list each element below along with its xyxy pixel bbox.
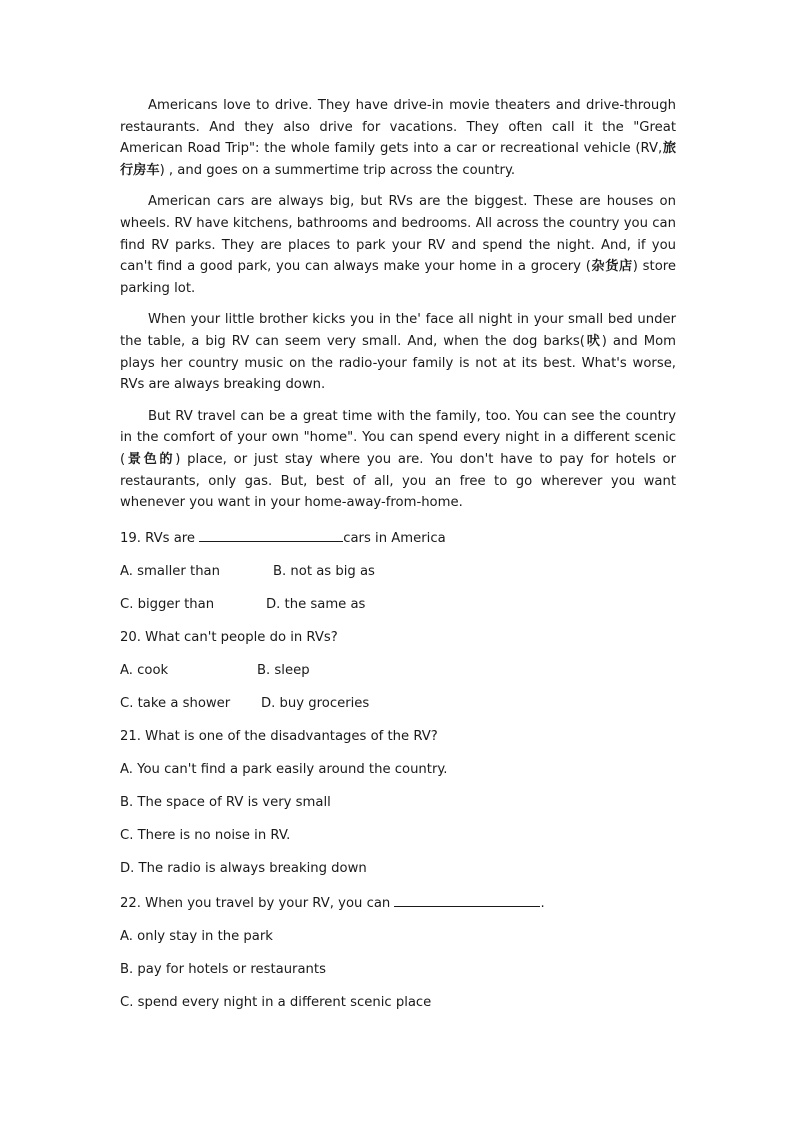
chinese-gloss: 杂货店 <box>590 259 633 275</box>
option-c: C. bigger than <box>120 596 215 612</box>
answer-blank <box>199 528 343 542</box>
question-21-option-b: B. The space of RV is very small <box>120 794 331 810</box>
text: . <box>540 895 545 911</box>
answer-blank <box>394 893 540 907</box>
passage-paragraph-4 <box>120 406 676 514</box>
text: American cars are always big, but RVs are the biggest. These are houses on wheels. RV have kitchens, bathrooms and bedrooms. All across the country you can find RV parks. They are places to park your RV and spend the night. And, if you can't find a good park, you can always make your home in a grocery ( <box>120 194 676 275</box>
passage-paragraph-1 <box>120 95 676 181</box>
text: ) , and goes on a summertime trip across the country. <box>159 162 516 178</box>
question-20-options-ab <box>120 662 676 680</box>
question-19-options-cd <box>120 596 676 614</box>
question-22-option-c: C. spend every night in a different scenic place <box>120 994 432 1010</box>
text: When your little brother kicks you in the' face all night in your small bed under the table, a big RV can seem very small. And, when the dog barks( <box>120 312 676 349</box>
question-19-stem <box>120 528 676 548</box>
question-21-option-c: C. There is no noise in RV. <box>120 827 291 843</box>
option-b: B. sleep <box>257 662 310 678</box>
question-20-stem: 20. What can't people do in RVs? <box>120 629 338 645</box>
text: ) place, or just stay where you are. You don't have to pay for hotels or restaurants, only gas. But, best of all, you an free to go wherever you want whenever you want in your home-away-from-home. <box>120 451 676 511</box>
text: 22. When you travel by your RV, you can <box>120 895 395 911</box>
passage-paragraph-2 <box>120 191 676 299</box>
question-22-option-b: B. pay for hotels or restaurants <box>120 961 326 977</box>
question-20-options-cd <box>120 695 676 713</box>
option-c: C. take a shower <box>120 695 231 711</box>
option-b: B. not as big as <box>273 563 375 579</box>
passage-paragraph-3 <box>120 309 676 395</box>
option-d: D. buy groceries <box>261 695 370 711</box>
text: cars in America <box>343 530 446 546</box>
question-22-option-a: A. only stay in the park <box>120 928 273 944</box>
text: ) and Mom plays her country music on the radio-your family is not at its best. What's worse, RVs are always breaking down. <box>120 333 677 393</box>
chinese-gloss: 旅行房车 <box>120 141 677 178</box>
question-21-option-d: D. The radio is always breaking down <box>120 860 367 876</box>
chinese-gloss: 吠 <box>584 333 602 349</box>
option-d: D. the same as <box>266 596 366 612</box>
question-21-option-a: A. You can't find a park easily around the country. <box>120 761 448 777</box>
question-19-options-ab <box>120 563 676 581</box>
option-a: A. cook <box>120 662 169 678</box>
document-page <box>120 95 676 1027</box>
text: But RV travel can be a great time with the family, too. You can see the country in the comfort of your own "home". You can spend every night in a different scenic ( <box>120 408 676 467</box>
text: 19. RVs are <box>120 530 200 546</box>
text: Americans love to drive. They have drive-in movie theaters and drive-through restaurants. And they also drive for vacations. They often call it the "Great American Road Trip": the whole family gets into a car or recreational vehicle (RV, <box>120 98 676 157</box>
option-a: A. smaller than <box>120 563 220 579</box>
chinese-gloss: 景色的 <box>125 451 176 467</box>
question-22-stem <box>120 893 676 913</box>
text: ) store parking lot. <box>120 259 677 296</box>
question-21-stem: 21. What is one of the disadvantages of the RV? <box>120 728 438 744</box>
